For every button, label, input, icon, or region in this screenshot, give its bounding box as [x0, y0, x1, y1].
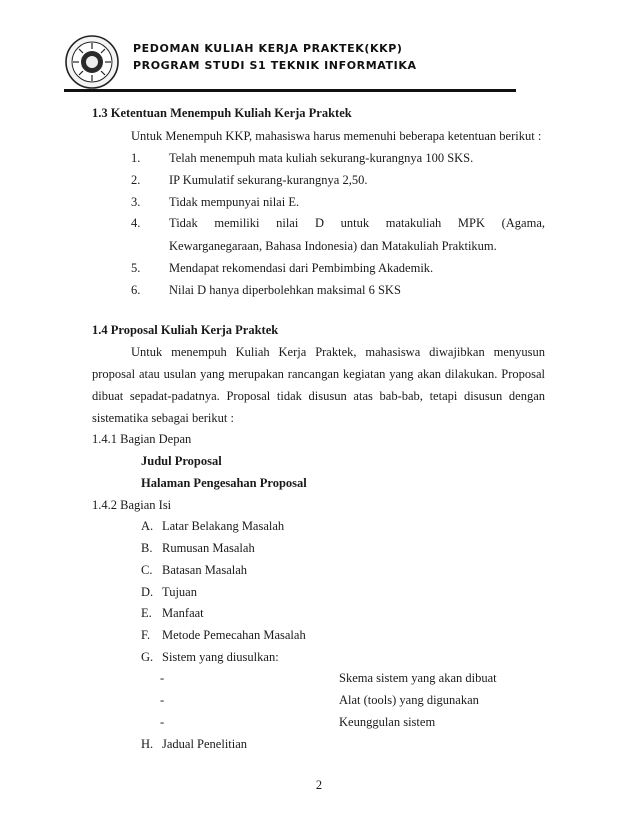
paragraph-line: proposal atau usulan yang merupakan rancangan kegiatan yang akan dilakukan. Proposal	[92, 367, 545, 381]
sub-list-dash: -	[160, 693, 165, 707]
list-item: Latar Belakang Masalah	[162, 519, 285, 533]
page-number: 2	[315, 778, 323, 792]
header-divider	[64, 89, 516, 92]
list-letter: C.	[141, 563, 153, 577]
subsection-heading: 1.4.2 Bagian Isi	[92, 498, 172, 512]
paragraph-line: sistematika sebagai berikut :	[92, 411, 234, 425]
subsection-heading: 1.4.1 Bagian Depan	[92, 432, 192, 446]
list-item-continuation: Kewarganegaraan, Bahasa Indonesia) dan Matakuliah Praktikum.	[169, 239, 497, 253]
university-logo-icon	[64, 34, 120, 90]
list-item: IP Kumulatif sekurang-kurangnya 2,50.	[169, 173, 368, 187]
list-number: 5.	[131, 261, 141, 275]
sub-list-item: Alat (tools) yang digunakan	[339, 693, 479, 707]
list-number: 2.	[131, 173, 141, 187]
list-number: 6.	[131, 283, 141, 297]
list-letter: G.	[141, 650, 154, 664]
list-letter: D.	[141, 585, 154, 599]
list-letter: E.	[141, 606, 152, 620]
paragraph-line: dibuat sepadat-padatnya. Proposal tidak disusun atas bab-bab, tetapi disusun dengan	[92, 389, 545, 403]
list-item: Tujuan	[162, 585, 197, 599]
list-letter: A.	[141, 519, 154, 533]
list-item: Halaman Pengesahan Proposal	[141, 476, 307, 490]
list-letter: F.	[141, 628, 151, 642]
list-letter: H.	[141, 737, 154, 751]
sub-list-item: Keunggulan sistem	[339, 715, 436, 729]
list-number: 4.	[131, 216, 141, 230]
list-number: 3.	[131, 195, 141, 209]
sub-list-dash: -	[160, 671, 165, 685]
list-item: Batasan Masalah	[162, 563, 248, 577]
sub-list-dash: -	[160, 715, 165, 729]
list-item: Rumusan Masalah	[162, 541, 255, 555]
list-item: Telah menempuh mata kuliah sekurang-kurangnya 100 SKS.	[169, 151, 474, 165]
sub-list-item: Skema sistem yang akan dibuat	[339, 671, 497, 685]
paragraph-line: Untuk menempuh Kuliah Kerja Praktek, mahasiswa diwajibkan menyusun	[131, 345, 545, 359]
list-letter: B.	[141, 541, 153, 555]
header-title: PEDOMAN KULIAH KERJA PRAKTEK(KKP)	[133, 42, 403, 55]
list-item: Sistem yang diusulkan:	[162, 650, 279, 664]
page-header	[0, 0, 638, 95]
list-number: 1.	[131, 151, 141, 165]
list-item: Jadual Penelitian	[162, 737, 248, 751]
header-subtitle: PROGRAM STUDI S1 TEKNIK INFORMATIKA	[133, 59, 417, 72]
section-heading-1-3: 1.3 Ketentuan Menempuh Kuliah Kerja Praktek	[92, 106, 352, 120]
list-item: Metode Pemecahan Masalah	[162, 628, 306, 642]
list-item: Judul Proposal	[141, 454, 222, 468]
list-item: Mendapat rekomendasi dari Pembimbing Akademik.	[169, 261, 434, 275]
section-intro: Untuk Menempuh KKP, mahasiswa harus memenuhi beberapa ketentuan berikut :	[131, 129, 542, 143]
list-item: Tidak mempunyai nilai E.	[169, 195, 300, 209]
list-item: Nilai D hanya diperbolehkan maksimal 6 SKS	[169, 283, 401, 297]
section-heading-1-4: 1.4 Proposal Kuliah Kerja Praktek	[92, 323, 279, 337]
list-item: Tidak memiliki nilai D untuk matakuliah MPK (Agama,	[169, 216, 545, 230]
list-item: Manfaat	[162, 606, 204, 620]
